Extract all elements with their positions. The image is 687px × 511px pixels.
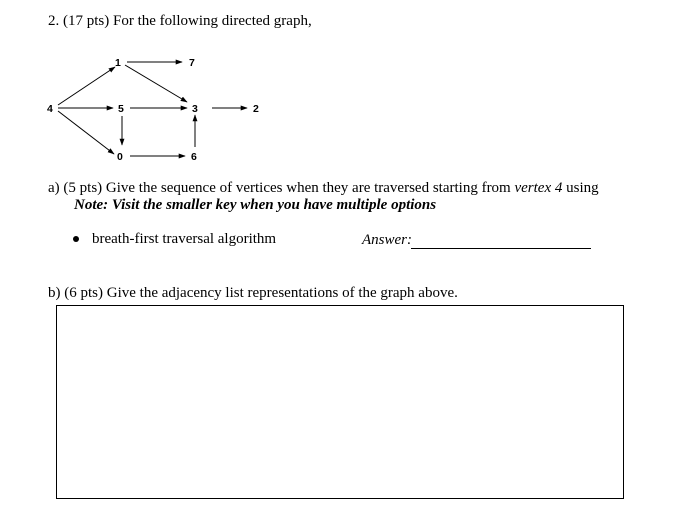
- answer-label: Answer:: [362, 232, 412, 248]
- bullet-point: [73, 236, 79, 242]
- answer-blank[interactable]: [411, 248, 591, 249]
- part-a-note: Note: Visit the smaller key when you have multiple options: [74, 197, 437, 213]
- part-b-prompt: b) (6 pts) Give the adjacency list representations of the graph above.: [48, 285, 458, 301]
- adjacency-answer-box[interactable]: [56, 305, 624, 499]
- edge-4-1: [58, 67, 115, 105]
- question-title: 2. (17 pts) For the following directed graph,: [48, 13, 312, 29]
- edge-4-0: [58, 111, 114, 154]
- node-6: 6: [191, 151, 197, 163]
- part-a-vertex: vertex 4: [514, 180, 563, 196]
- node-5: 5: [118, 103, 124, 115]
- node-0: 0: [117, 151, 123, 163]
- part-a-prompt: [48, 180, 599, 197]
- node-4: 4: [47, 103, 53, 115]
- node-7: 7: [189, 57, 195, 69]
- node-1: 1: [115, 57, 121, 69]
- directed-graph: [30, 50, 280, 175]
- edge-1-3: [125, 65, 187, 102]
- part-a-suffix: using: [562, 180, 599, 196]
- node-2: 2: [253, 103, 259, 115]
- part-a-prefix: a) (5 pts) Give the sequence of vertices when they are traversed starting from: [48, 180, 515, 196]
- traversal-item: breath-first traversal algorithm: [92, 231, 277, 247]
- node-3: 3: [192, 103, 198, 115]
